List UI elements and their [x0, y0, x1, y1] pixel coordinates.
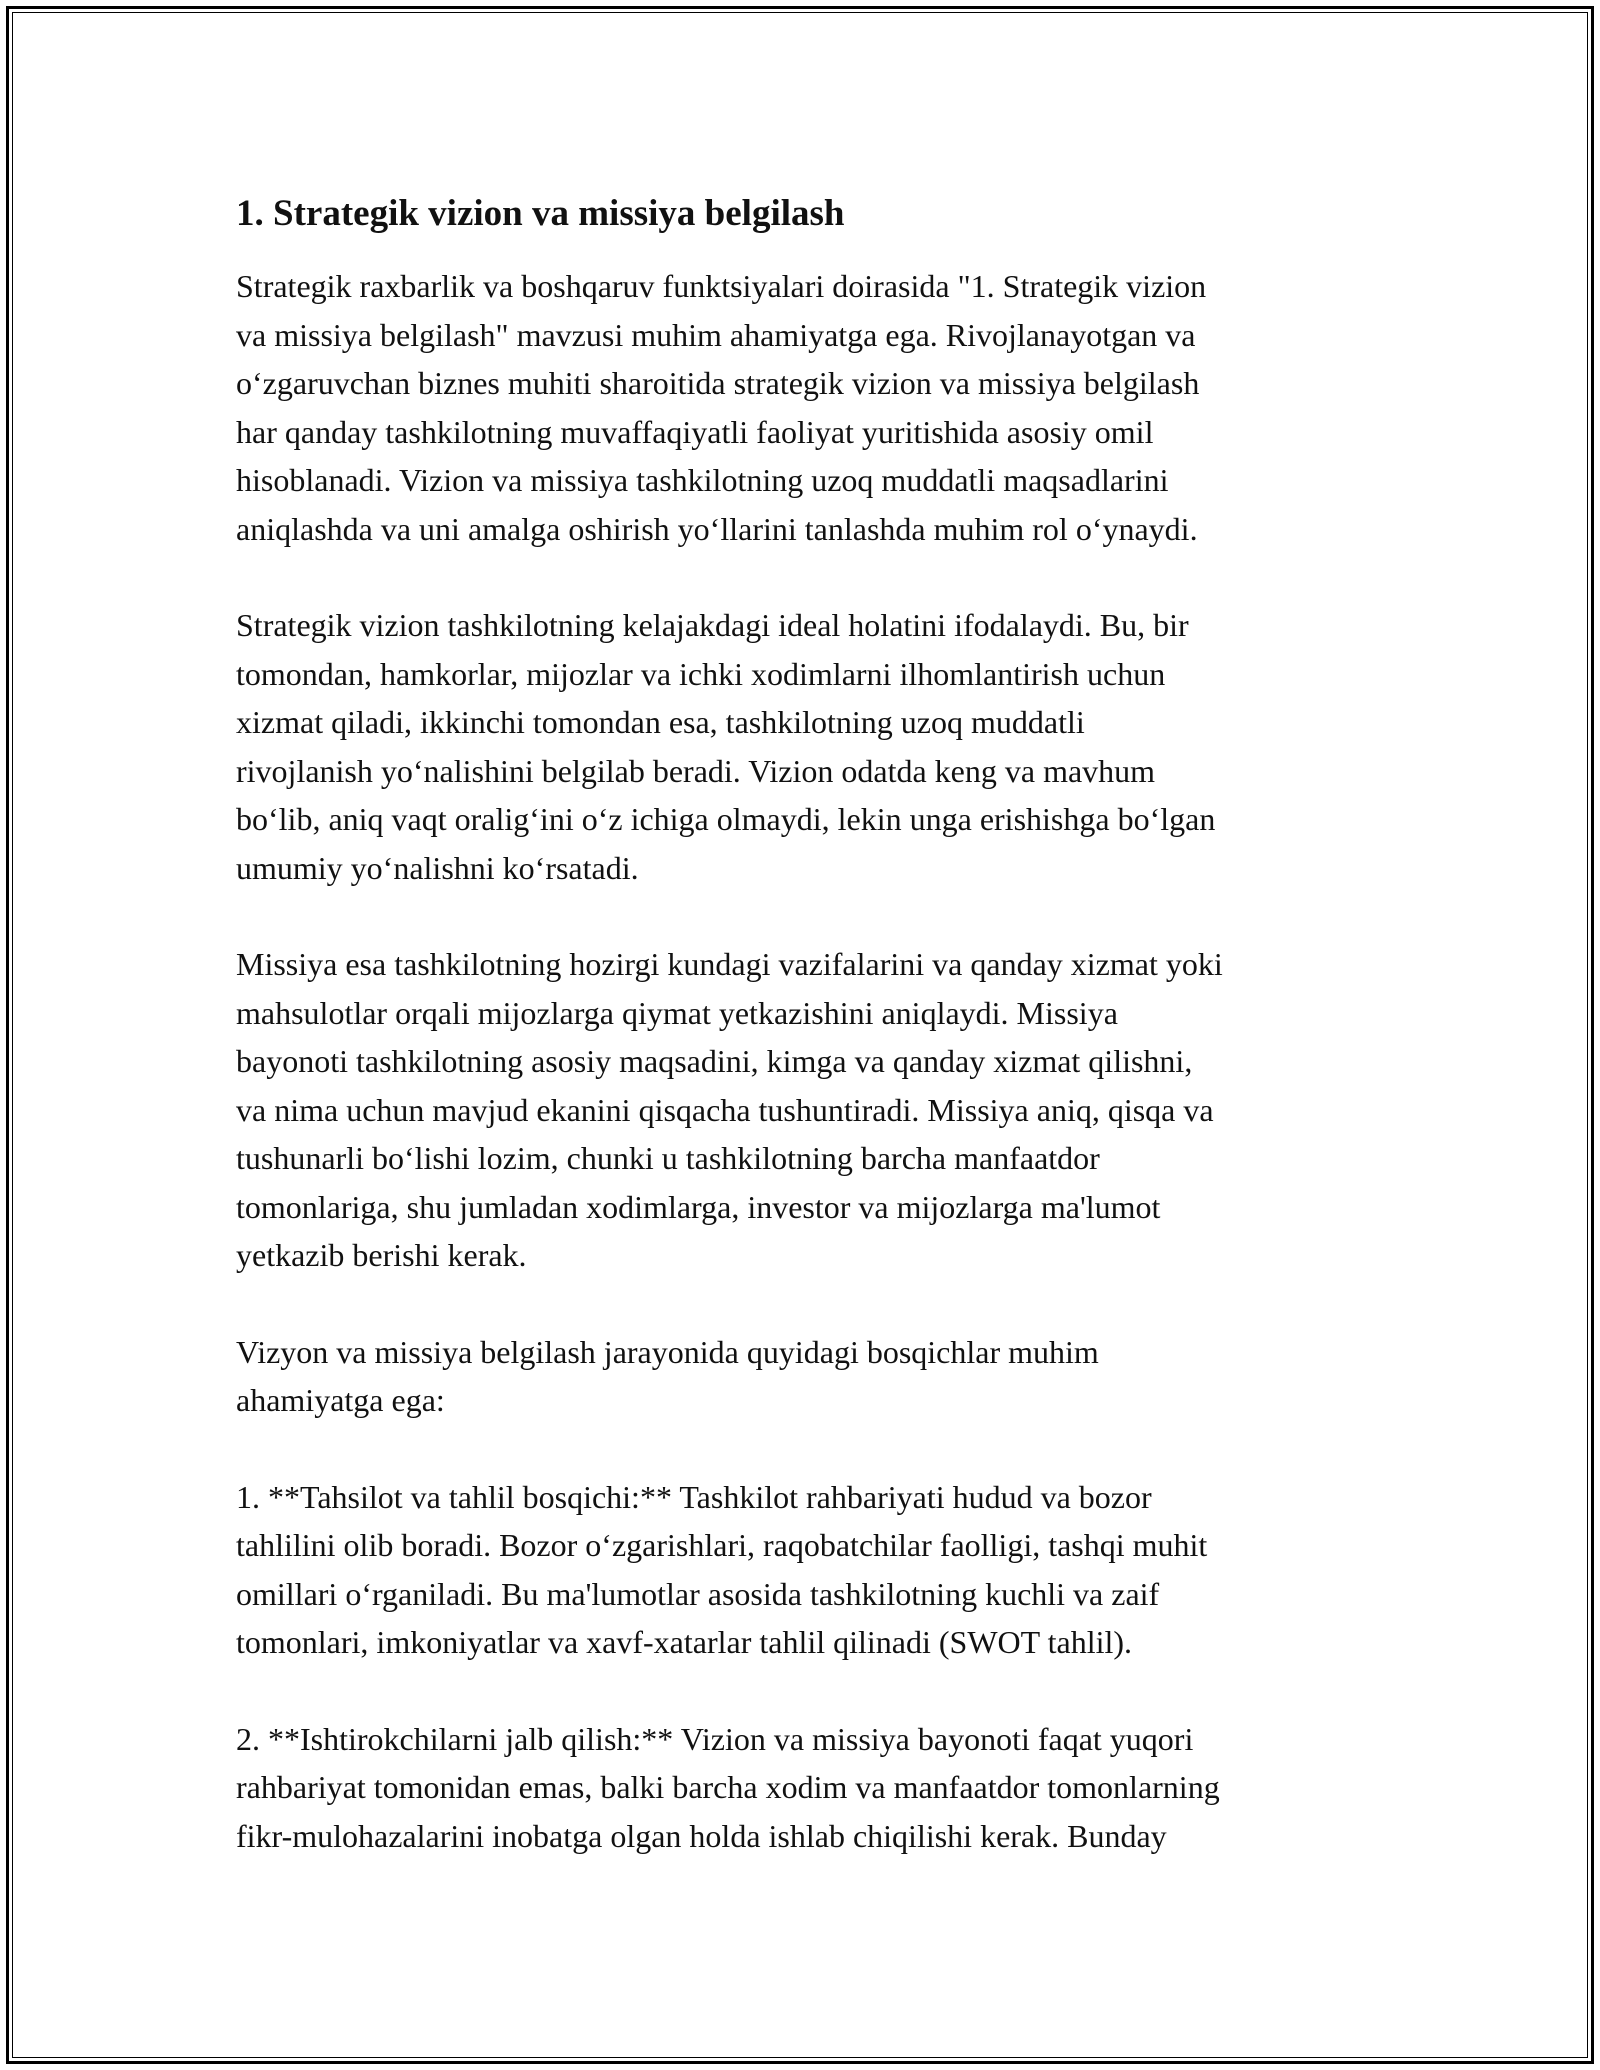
text-line: va missiya belgilash" mavzusi muhim ahamiyatga ega. Rivojlanayotgan va	[236, 316, 1196, 353]
paragraph-4	[236, 1328, 1376, 1425]
text-line: Strategik raxbarlik va boshqaruv funktsiyalari doirasida "1. Strategik vizion	[236, 268, 1207, 304]
text-line: fikr-mulohazalarini inobatga olgan holda ishlab chiqilishi kerak. Bunday	[236, 1817, 1167, 1854]
text-line: tomonlariga, shu jumladan xodimlarga, investor va mijozlarga ma'lumot	[236, 1188, 1161, 1225]
text-line: rivojlanish yo‘nalishini belgilab beradi. Vizion odatda keng va mavhum	[236, 752, 1156, 789]
text-line: bayonoti tashkilotning asosiy maqsadini, kimga va qanday xizmat qilishni,	[236, 1043, 1193, 1079]
text-line: o‘zgaruvchan biznes muhiti sharoitida strategik vizion va missiya belgilash	[236, 365, 1200, 401]
text-line: hisoblanadi. Vizion va missiya tashkilotning uzoq muddatli maqsadlarini	[236, 462, 1169, 498]
text-line: Vizyon va missiya belgilash jarayonida quyidagi bosqichlar muhim	[236, 1333, 1099, 1370]
document-body	[236, 190, 1376, 1908]
text-line: rahbariyat tomonidan emas, balki barcha xodim va manfaatdor tomonlarning	[236, 1769, 1220, 1805]
text-line: tushunarli bo‘lishi lozim, chunki u tashkilotning barcha manfaatdor	[236, 1140, 1100, 1176]
text-line: tahlilini olib boradi. Bozor o‘zgarishlari, raqobatchilar faolligi, tashqi muhit	[236, 1527, 1208, 1563]
text-line: mahsulotlar orqali mijozlarga qiymat yetkazishini aniqlaydi. Missiya	[236, 994, 1118, 1031]
text-line: xizmat qiladi, ikkinchi tomondan esa, tashkilotning uzoq muddatli	[236, 704, 1085, 740]
paragraph-2	[236, 601, 1376, 892]
text-line: umumiy yo‘nalishni ko‘rsatadi.	[236, 849, 639, 886]
paragraph-3	[236, 940, 1376, 1280]
text-line: omillari o‘rganiladi. Bu ma'lumotlar asosida tashkilotning kuchli va zaif	[236, 1575, 1160, 1612]
text-line: Missiya esa tashkilotning hozirgi kundagi vazifalarini va qanday xizmat yoki	[236, 946, 1223, 982]
text-line: tomondan, hamkorlar, mijozlar va ichki xodimlarni ilhomlantirish uchun	[236, 655, 1166, 692]
text-line: har qanday tashkilotning muvaffaqiyatli faoliyat yuritishida asosiy omil	[236, 413, 1154, 450]
text-line: 2. **Ishtirokchilarni jalb qilish:** Vizion va missiya bayonoti faqat yuqori	[236, 1720, 1194, 1757]
text-line: yetkazib berishi kerak.	[236, 1237, 527, 1273]
text-line: ahamiyatga ega:	[236, 1382, 445, 1418]
section-heading: 1. Strategik vizion va missiya belgilash	[236, 193, 845, 234]
text-line: 1. **Tahsilot va tahlil bosqichi:** Tashkilot rahbariyati hudud va bozor	[236, 1478, 1152, 1515]
text-line: tomonlari, imkoniyatlar va xavf-xatarlar tahlil qilinadi (SWOT tahlil).	[236, 1624, 1133, 1660]
text-line: Strategik vizion tashkilotning kelajakdagi ideal holatini ifodalaydi. Bu, bir	[236, 607, 1189, 643]
list-item-1	[236, 1473, 1376, 1667]
text-line: bo‘lib, aniq vaqt oralig‘ini o‘z ichiga olmaydi, lekin unga erishishga bo‘lgan	[236, 801, 1216, 837]
list-item-2	[236, 1715, 1376, 1861]
text-line: aniqlashda va uni amalga oshirish yo‘llarini tanlashda muhim rol o‘ynaydi.	[236, 510, 1198, 547]
text-line: va nima uchun mavjud ekanini qisqacha tushuntiradi. Missiya aniq, qisqa va	[236, 1091, 1214, 1128]
paragraph-1	[236, 262, 1376, 553]
